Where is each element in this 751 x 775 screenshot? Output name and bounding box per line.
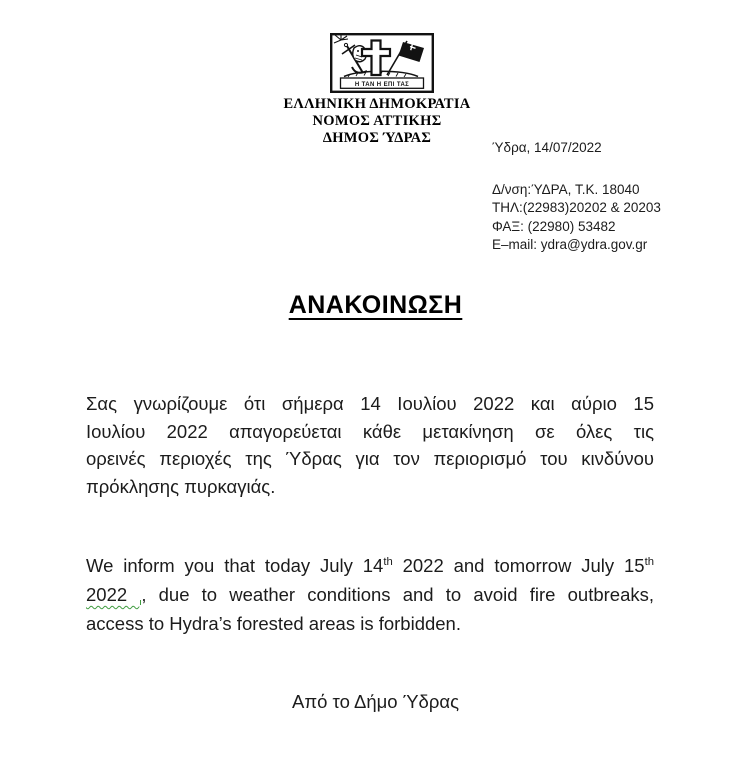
hydra-municipal-emblem-icon [330, 33, 434, 93]
greek-paragraph-line: Ιουλίου 2022 απαγορεύεται κάθε μετακίνηση σε όλες τις [86, 420, 654, 442]
grammar-flagged-text: 2022 [86, 584, 140, 605]
address-line: Δ/νση:ΎΔΡΑ, Τ.Κ. 18040 [492, 182, 640, 198]
english-paragraph-line [86, 609, 654, 638]
text-segment: access to Hydra’s forested areas is forbidden. [86, 613, 461, 634]
greek-paragraph-line: πρόκλησης πυρκαγιάς. [86, 475, 276, 497]
ordinal-suffix: th [644, 555, 655, 568]
closing-signature: Από το Δήμο Ύδρας [292, 691, 459, 712]
ordinal-suffix: th [383, 555, 393, 568]
fax-line: ΦΑΞ: (22980) 53482 [492, 218, 616, 234]
document-title: ΑΝΑΚΟΙΝΩΣΗ [288, 291, 463, 319]
greek-paragraph-line: ορεινές περιοχές της Ύδρας για τον περιορισμό του κινδύνου [86, 448, 654, 470]
header-prefecture: ΝΟΜΟΣ ΑΤΤΙΚΗΣ [312, 112, 442, 129]
contact-info-block [492, 139, 661, 254]
phone-line: ΤΗΛ:(22983)20202 & 20203 [492, 200, 661, 216]
email-line: E–mail: ydra@ydra.gov.gr [492, 236, 648, 252]
text-segment: , due to weather conditions and to avoid fire outbreaks, [141, 584, 655, 605]
english-paragraph-line [86, 580, 654, 609]
document-date: Ύδρα, 14/07/2022 [492, 140, 602, 155]
english-paragraph [86, 551, 654, 638]
government-header [227, 96, 527, 146]
header-republic: ΕΛΛΗΝΙΚΗ ΔΗΜΟΚΡΑΤΙΑ [283, 96, 471, 112]
title-row [0, 291, 751, 320]
emblem-motto: Η ΤΑΝ Η ΕΠΙ ΤΑΣ [354, 81, 410, 88]
header-municipality: ΔΗΜΟΣ ΎΔΡΑΣ [322, 129, 432, 146]
text-segment: 2022 and tomorrow July 15 [392, 555, 645, 576]
greek-paragraph-line: Σας γνωρίζουμε ότι σήμερα 14 Ιουλίου 2022 και αύριο 15 [86, 393, 654, 414]
english-paragraph-line [86, 551, 654, 580]
text-segment: We inform you that today July 14 [86, 555, 384, 576]
greek-paragraph [86, 390, 654, 500]
